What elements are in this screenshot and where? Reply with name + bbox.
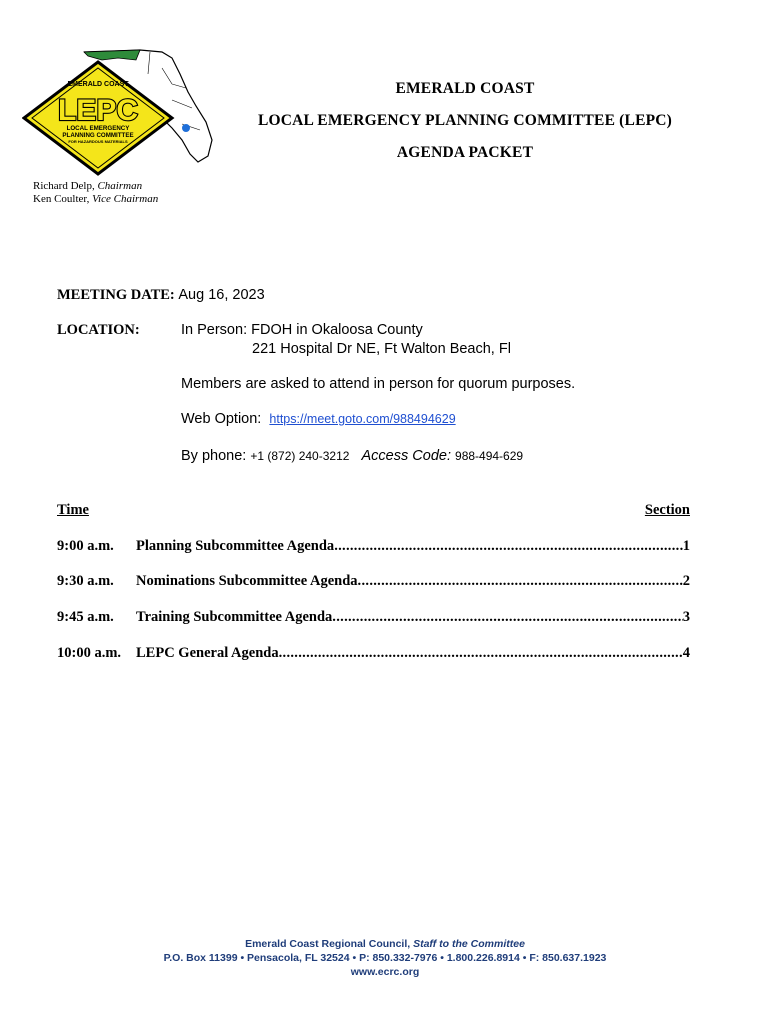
logo-line2: PLANNING COMMITTEE <box>62 132 134 139</box>
phone-row <box>181 448 523 464</box>
location-line1: In Person: FDOH in Okaloosa County <box>181 322 423 338</box>
logo-top-text: EMERALD COAST <box>67 81 129 88</box>
agenda-item-title: LEPC General Agenda <box>136 645 279 661</box>
dot-leader <box>334 538 683 555</box>
agenda-item <box>57 573 690 590</box>
officers-list <box>33 180 158 206</box>
agenda-item-title: Nominations Subcommittee Agenda <box>136 573 358 589</box>
agenda-item-title: Planning Subcommittee Agenda <box>136 538 335 554</box>
meeting-date-label: MEETING DATE: <box>57 287 175 303</box>
meeting-date-value: Aug 16, 2023 <box>178 287 265 303</box>
lepc-logo <box>22 44 214 176</box>
web-meeting-link[interactable]: https://meet.goto.com/988494629 <box>269 412 456 426</box>
officer-role: Vice Chairman <box>92 193 159 205</box>
dot-leader <box>358 573 683 590</box>
location-line2: 221 Hospital Dr NE, Ft Walton Beach, Fl <box>252 341 511 357</box>
officer-name: Ken Coulter, <box>33 193 93 205</box>
agenda-section-header: Section <box>644 502 690 518</box>
meeting-date-row <box>57 287 265 304</box>
phone-label: By phone: <box>181 448 247 464</box>
lake-okeechobee <box>182 124 190 132</box>
agenda-item-section: 1 <box>682 538 690 554</box>
agenda-item-time: 9:00 a.m. <box>57 538 114 554</box>
footer-address: P.O. Box 11399 • Pensacola, FL 32524 • P: 850.332-7976 • 1.800.226.8914 • F: 850.637.1923 <box>163 952 607 964</box>
footer-website[interactable]: www.ecrc.org <box>350 966 420 978</box>
agenda-item-title: Training Subcommittee Agenda <box>136 609 333 625</box>
officer-role: Chairman <box>97 180 143 192</box>
officer-chairman <box>33 180 158 193</box>
logo-line1: LOCAL EMERGENCY <box>66 125 130 132</box>
access-code-label: Access Code: <box>361 448 451 464</box>
florida-panhandle-green <box>84 50 140 60</box>
logo-main-text: LEPC <box>57 94 139 127</box>
agenda-item-time: 9:30 a.m. <box>57 573 114 589</box>
footer-org-line <box>0 938 770 950</box>
web-option-label: Web Option: <box>181 411 262 427</box>
quorum-note: Members are asked to attend in person for quorum purposes. <box>181 376 576 392</box>
agenda-item-section: 2 <box>682 573 690 589</box>
agenda-item-section: 3 <box>682 609 690 625</box>
agenda-item <box>57 609 690 626</box>
agenda-time-header: Time <box>57 502 89 518</box>
officer-vice-chairman <box>33 193 158 206</box>
agenda-item-time: 9:45 a.m. <box>57 609 114 625</box>
agenda-item <box>57 645 690 662</box>
dot-leader <box>332 609 682 626</box>
agenda-item-section: 4 <box>682 645 690 661</box>
agenda-item-time: 10:00 a.m. <box>57 645 122 661</box>
lepc-logo-graphic <box>22 44 214 176</box>
web-option-row <box>181 411 456 427</box>
header-document-title: AGENDA PACKET <box>396 144 534 161</box>
logo-line3: FOR HAZARDOUS MATERIALS <box>68 139 128 144</box>
dot-leader <box>279 645 683 662</box>
header-org-name: EMERALD COAST <box>395 80 535 97</box>
location-label: LOCATION: <box>57 322 140 338</box>
location-label-row <box>57 322 140 339</box>
phone-number: +1 (872) 240-3212 <box>250 449 350 463</box>
access-code-value: 988-494-629 <box>455 449 524 463</box>
officer-name: Richard Delp, <box>33 180 98 192</box>
agenda-item <box>57 538 690 555</box>
footer-org: Emerald Coast Regional Council, <box>245 938 414 950</box>
footer-org-role: Staff to the Committee <box>413 938 525 950</box>
header-committee-name: LOCAL EMERGENCY PLANNING COMMITTEE (LEPC) <box>257 112 673 129</box>
